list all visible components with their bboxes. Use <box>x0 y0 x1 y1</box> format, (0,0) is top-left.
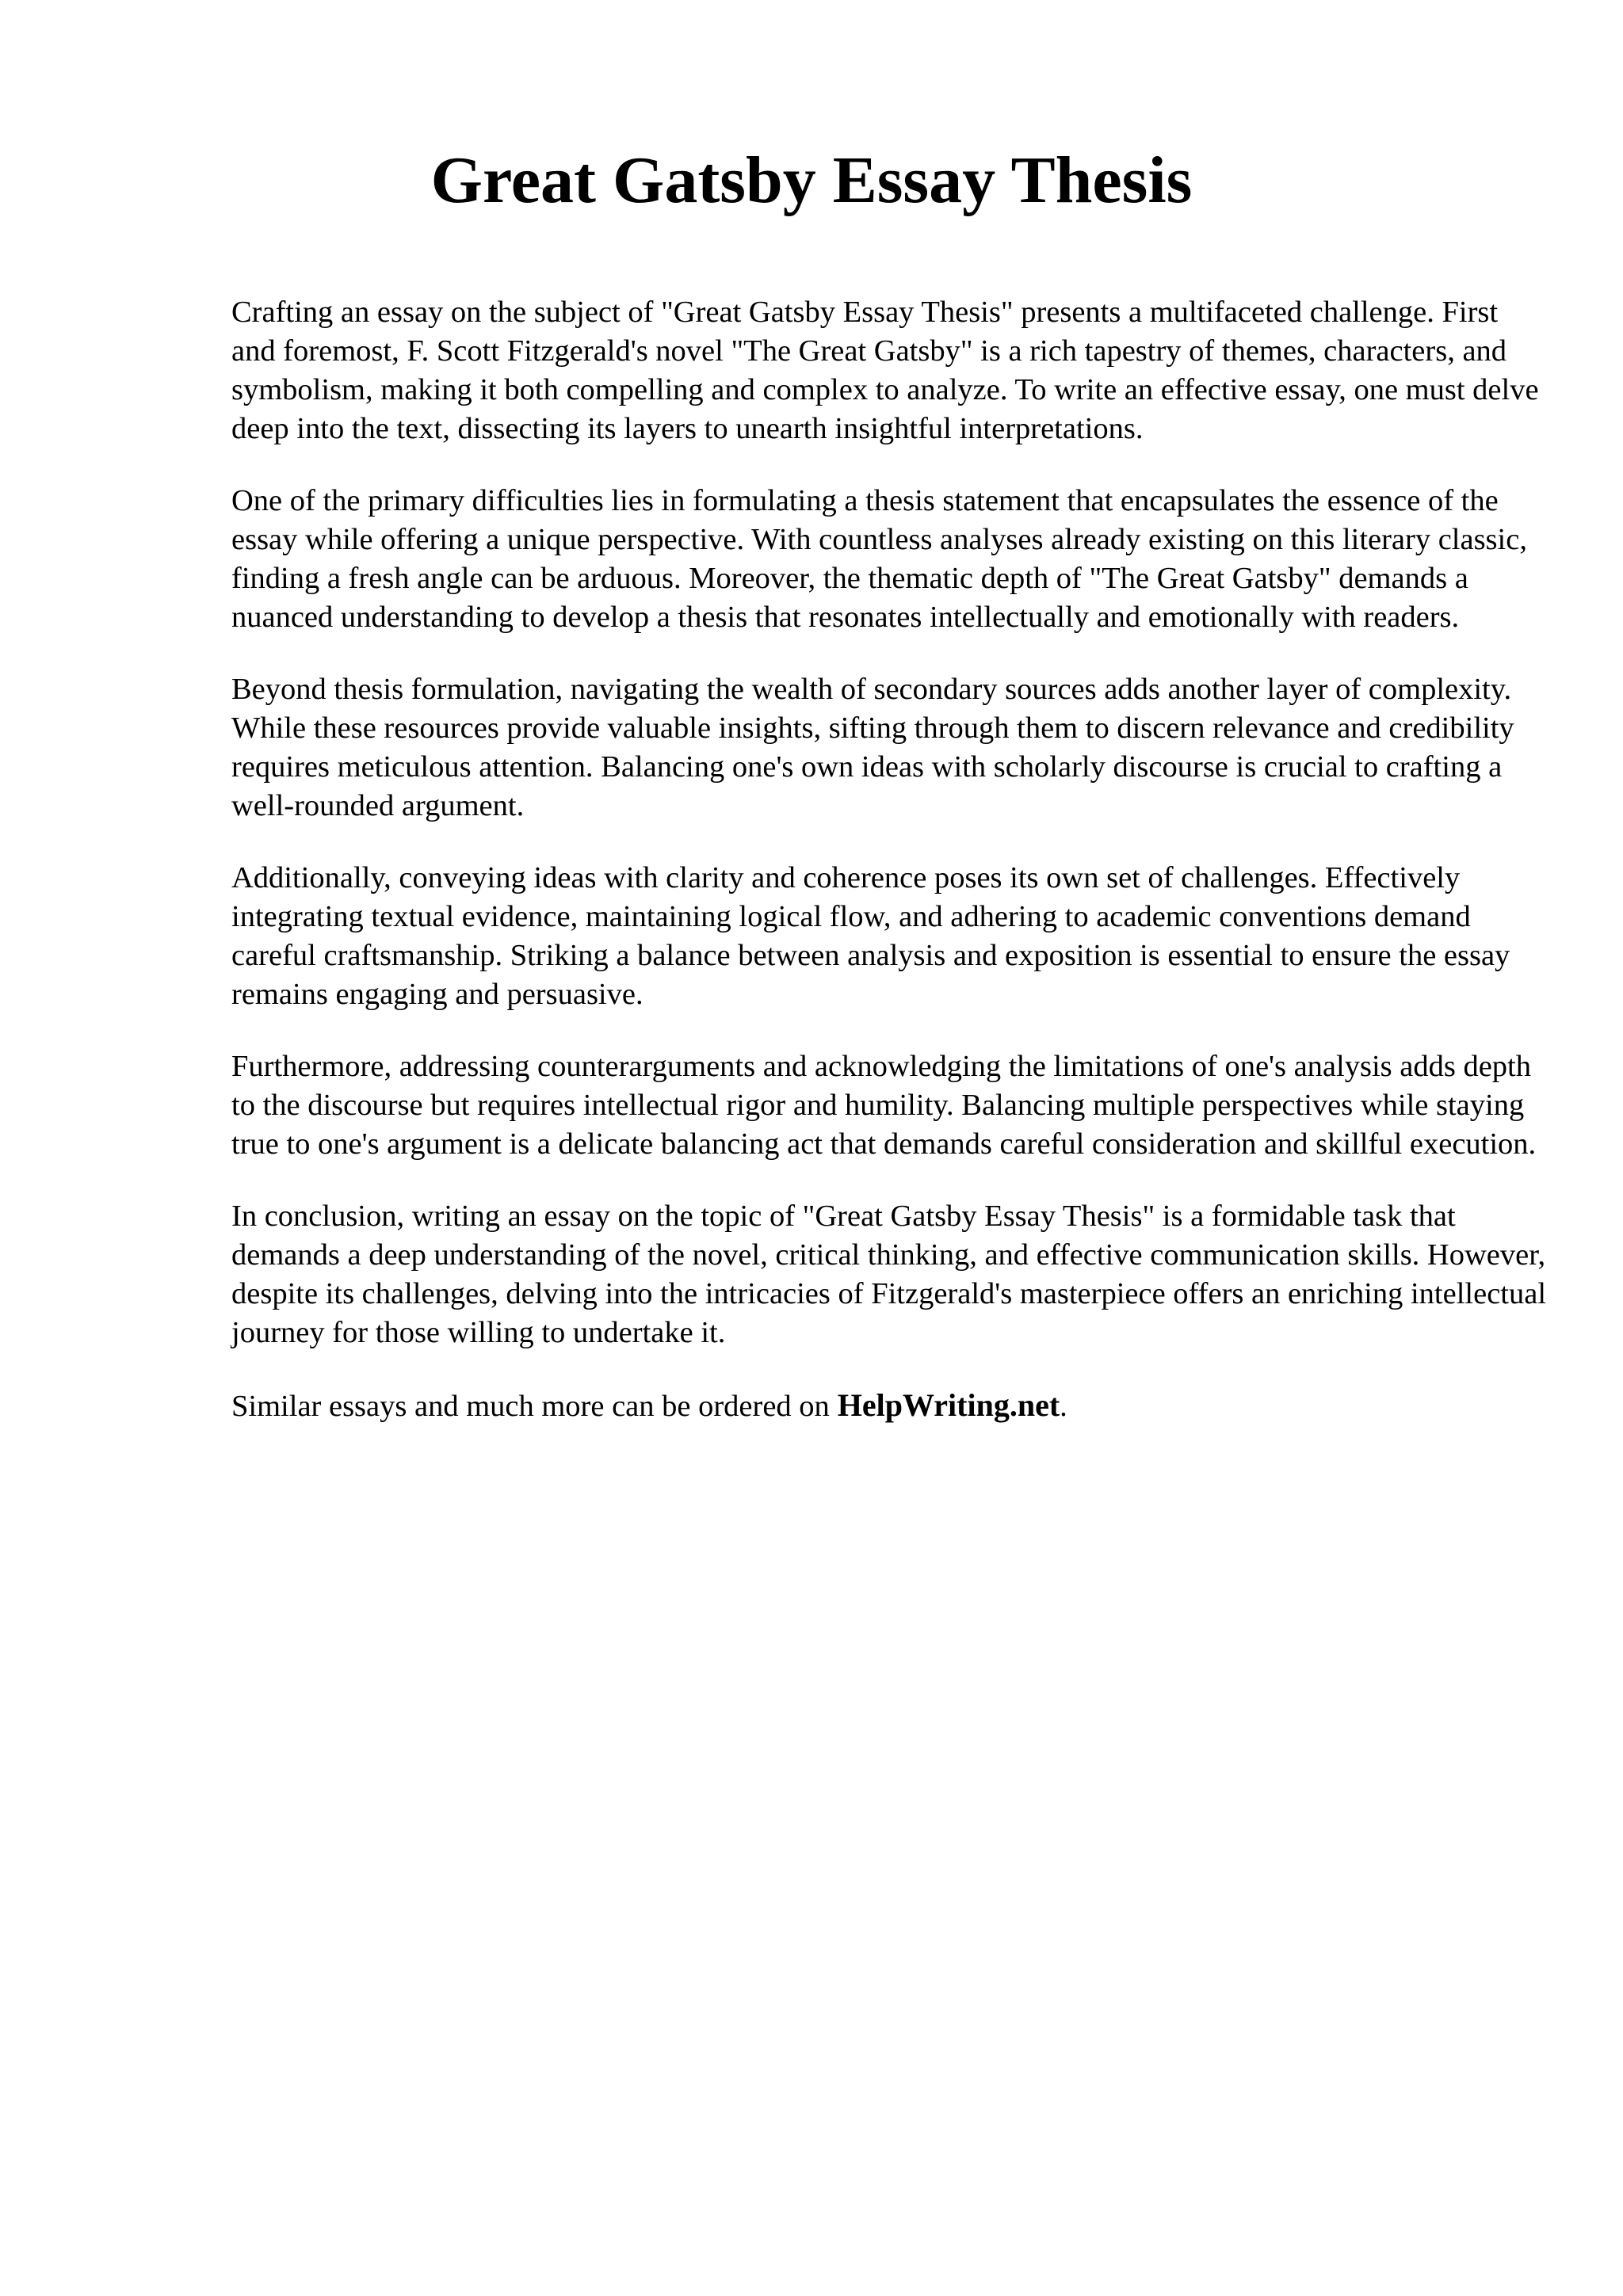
paragraph-2: One of the primary difficulties lies in formulating a thesis statement that encapsulates the essence of the essay while offering a unique perspective. With countless analyses already existing on this literary classic, finding a fresh angle can be arduous. Moreover, the thematic depth of "The Great Gatsby" demands a nuanced understanding to develop a thesis that resonates intellectually and emotionally with readers. <box>231 484 1527 634</box>
closing-text: Similar essays and much more can be ordered on <box>231 1390 830 1423</box>
closing-line <box>231 1386 1547 1426</box>
paragraph-5: Furthermore, addressing counterarguments and acknowledging the limitations of one's analysis adds depth to the discourse but requires intellectual rigor and humility. Balancing multiple perspectives while staying true to one's argument is a delicate balancing act that demands careful consideration and skillful execution. <box>231 1050 1537 1161</box>
essay-body <box>231 293 1547 1426</box>
closing-period: . <box>1060 1390 1067 1423</box>
brand-link[interactable]: HelpWriting.net <box>837 1387 1060 1423</box>
paragraph-4: Additionally, conveying ideas with clarity and coherence poses its own set of challenges. Effectively integrating textual evidence, maintaining logical flow, and adhering to academic conventions demand careful craftsmanship. Striking a balance between analysis and exposition is essential to ensure the essay remains engaging and persuasive. <box>231 861 1510 1011</box>
paragraph-3: Beyond thesis formulation, navigating the wealth of secondary sources adds another layer of complexity. While these resources provide valuable insights, sifting through them to discern relevance and credibility requires meticulous attention. Balancing one's own ideas with scholarly discourse is crucial to crafting a well-rounded argument. <box>231 673 1514 822</box>
page-title: Great Gatsby Essay Thesis <box>430 143 1193 217</box>
paragraph-6: In conclusion, writing an essay on the topic of "Great Gatsby Essay Thesis" is a formidable task that demands a deep understanding of the novel, critical thinking, and effective communication skills. However, despite its challenges, delving into the intricacies of Fitzgerald's masterpiece offers an enriching intellectual journey for those willing to undertake it. <box>231 1199 1547 1349</box>
paragraph-1: Crafting an essay on the subject of "Great Gatsby Essay Thesis" presents a multifaceted challenge. First and foremost, F. Scott Fitzgerald's novel "The Great Gatsby" is a rich tapestry of themes, characters, and symbolism, making it both compelling and complex to analyze. To write an effective essay, one must delve deep into the text, dissecting its layers to unearth insightful interpretations. <box>231 296 1539 445</box>
